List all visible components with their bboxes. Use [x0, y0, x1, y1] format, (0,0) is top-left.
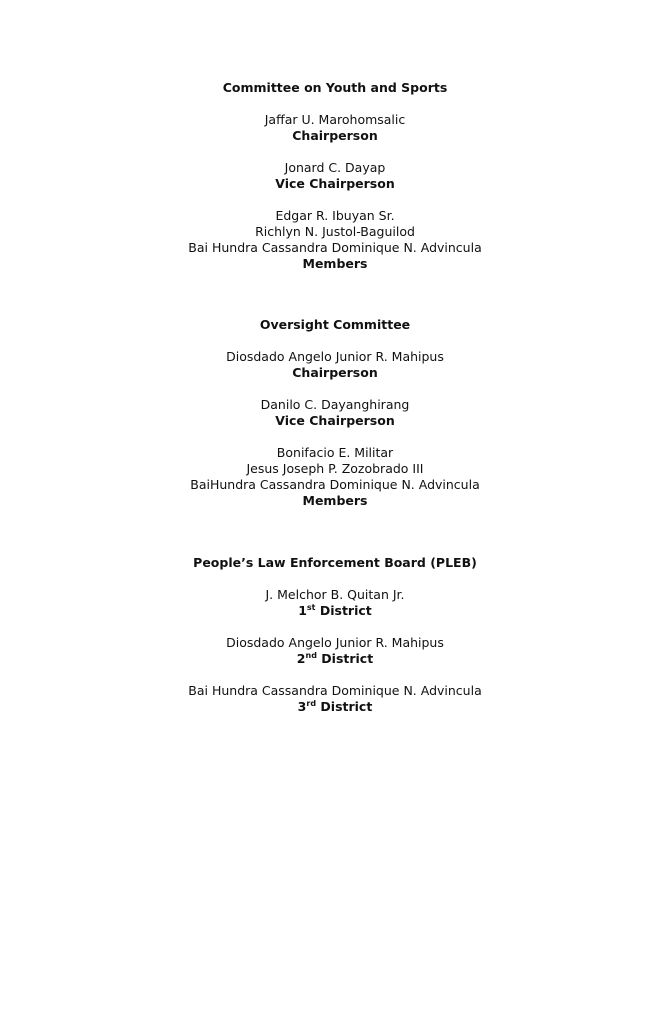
committee-title: Committee on Youth and Sports: [222, 80, 448, 95]
district-block: [0, 587, 670, 619]
member-name: Richlyn N. Justol-Baguilod: [255, 224, 415, 239]
vice-chairperson-label: Vice Chairperson: [275, 176, 395, 191]
vice-chairperson-block: [0, 160, 670, 192]
member-name: Bai Hundra Cassandra Dominique N. Advincula: [188, 240, 482, 255]
member-name: Bonifacio E. Militar: [276, 445, 394, 460]
committee-title: People’s Law Enforcement Board (PLEB): [193, 555, 477, 570]
chairperson-label: Chairperson: [292, 365, 378, 380]
vice-chairperson-label: Vice Chairperson: [275, 413, 395, 428]
district-representative-name: J. Melchor B. Quitan Jr.: [265, 587, 405, 602]
district-word: District: [321, 651, 374, 666]
chairperson-block: [0, 112, 670, 144]
district-ordinal-suffix: rd: [306, 699, 317, 708]
committee-oversight: [0, 317, 670, 509]
committee-title: Oversight Committee: [259, 317, 411, 332]
members-label: Members: [302, 256, 368, 271]
district-word: District: [320, 699, 373, 714]
district-number: 1: [298, 603, 307, 618]
chairperson-name: Jaffar U. Marohomsalic: [264, 112, 406, 127]
vice-chairperson-block: [0, 397, 670, 429]
vice-chairperson-name: Jonard C. Dayap: [284, 160, 386, 175]
chairperson-name: Diosdado Angelo Junior R. Mahipus: [226, 349, 444, 364]
members-block: [0, 445, 670, 509]
district-label: [0, 699, 670, 715]
district-number: 3: [297, 699, 307, 714]
district-ordinal-suffix: nd: [305, 651, 317, 660]
committee-youth-sports: [0, 80, 670, 272]
vice-chairperson-name: Danilo C. Dayanghirang: [260, 397, 410, 412]
district-representative-name: Bai Hundra Cassandra Dominique N. Advincula: [188, 683, 482, 698]
district-representative-name: Diosdado Angelo Junior R. Mahipus: [226, 635, 444, 650]
committee-pleb: [0, 555, 670, 715]
district-label: [0, 603, 670, 619]
member-name: BaiHundra Cassandra Dominique N. Advincula: [190, 477, 480, 492]
district-number: 2: [296, 651, 306, 666]
member-name: Jesus Joseph P. Zozobrado III: [246, 461, 424, 476]
members-block: [0, 208, 670, 272]
district-ordinal-suffix: st: [306, 603, 316, 612]
district-block: [0, 683, 670, 715]
district-word: District: [319, 603, 372, 618]
district-block: [0, 635, 670, 667]
member-name: Edgar R. Ibuyan Sr.: [275, 208, 395, 223]
chairperson-block: [0, 349, 670, 381]
chairperson-label: Chairperson: [292, 128, 378, 143]
district-label: [0, 651, 670, 667]
members-label: Members: [302, 493, 368, 508]
